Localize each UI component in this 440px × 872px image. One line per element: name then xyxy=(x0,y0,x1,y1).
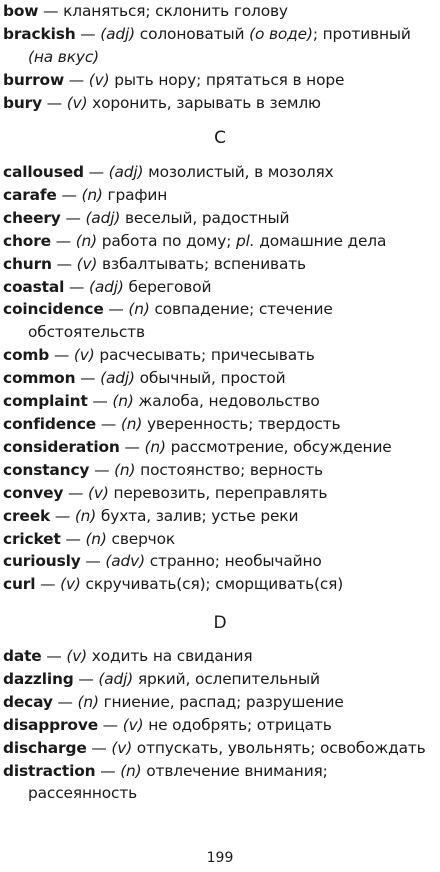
definition: обстоятельств xyxy=(28,323,145,342)
definition: кланяться; склонить голову xyxy=(63,2,288,20)
definition: работа по дому; xyxy=(101,231,236,250)
em-dash: — xyxy=(91,738,107,757)
definition: совпадение; стечение xyxy=(154,300,333,319)
part-of-speech: (v) xyxy=(122,715,144,734)
definition: сверчок xyxy=(111,529,176,548)
headword: constancy xyxy=(3,460,90,479)
headword: distraction xyxy=(3,761,96,780)
headword: consideration xyxy=(3,437,120,456)
part-of-speech: (v) xyxy=(73,346,95,365)
em-dash: — xyxy=(43,2,59,20)
headword: creek xyxy=(3,506,51,525)
entry-date xyxy=(3,645,435,668)
headword: dazzling xyxy=(3,669,74,688)
part-of-speech: (adj) xyxy=(100,369,135,388)
em-dash: — xyxy=(108,300,124,319)
definition: солоноватый xyxy=(139,24,250,43)
section-letter-d: D xyxy=(213,613,227,633)
headword: coastal xyxy=(3,277,65,296)
entry-confidence xyxy=(3,413,435,436)
entry-burrow xyxy=(3,69,435,92)
page-number: 199 xyxy=(206,850,234,866)
entry-creek xyxy=(3,505,435,528)
usage-note: pl. xyxy=(236,231,255,250)
entry-decay xyxy=(3,691,435,714)
part-of-speech: (n) xyxy=(144,437,166,456)
definition: домашние дела xyxy=(254,231,387,250)
headword: calloused xyxy=(3,163,84,181)
entry-churn xyxy=(3,253,435,276)
headword: carafe xyxy=(3,185,57,204)
part-of-speech: (adj) xyxy=(88,277,124,296)
definition: яркий, ослепительный xyxy=(137,669,320,688)
part-of-speech: (v) xyxy=(66,93,88,112)
em-dash: — xyxy=(80,24,96,43)
usage-note: (о воде) xyxy=(249,24,313,43)
definition: бухта, залив; устье реки xyxy=(100,506,299,525)
headword: burrow xyxy=(3,70,65,89)
em-dash: — xyxy=(102,715,119,734)
part-of-speech: (n) xyxy=(74,506,97,525)
em-dash: — xyxy=(94,460,110,479)
entry-coincidence xyxy=(3,298,435,344)
entry-curiously xyxy=(3,550,435,573)
part-of-speech: (n) xyxy=(120,414,143,433)
definition: веселый, радостный xyxy=(124,208,290,227)
em-dash: — xyxy=(61,185,77,204)
part-of-speech: (n) xyxy=(114,460,136,479)
headword: date xyxy=(3,647,42,665)
entry-disapprove xyxy=(3,714,435,737)
definition: жалоба, недовольство xyxy=(138,392,320,411)
definition: уверенность; твердость xyxy=(146,414,341,433)
definition: обычный, простой xyxy=(139,369,286,388)
entry-constancy xyxy=(3,459,435,482)
definition: взбалтывать; вспенивать xyxy=(102,254,306,273)
headword: common xyxy=(3,369,76,388)
entry-bow xyxy=(3,0,435,23)
em-dash: — xyxy=(68,483,84,502)
entry-bury xyxy=(3,92,435,115)
entry-calloused xyxy=(3,161,435,184)
definition: береговой xyxy=(128,277,212,296)
definition: рыть нору; прятаться в норе xyxy=(114,70,345,89)
part-of-speech: (n) xyxy=(128,300,150,319)
em-dash: — xyxy=(92,392,108,411)
entry-cheery xyxy=(3,207,435,230)
em-dash: — xyxy=(55,231,71,250)
entry-dazzling xyxy=(3,668,435,691)
definition: не одобрять; отрицать xyxy=(148,715,332,734)
em-dash: — xyxy=(100,414,117,433)
entry-distraction xyxy=(3,760,435,806)
headword: cricket xyxy=(3,529,61,548)
headword: coincidence xyxy=(3,300,104,319)
headword: chore xyxy=(3,231,51,250)
entry-coastal xyxy=(3,276,435,299)
em-dash: — xyxy=(40,575,56,594)
entries-block-b xyxy=(3,0,435,115)
entries-block-c xyxy=(3,161,435,596)
definition: постоянство; верность xyxy=(140,460,323,479)
headword: complaint xyxy=(3,392,88,411)
headword: discharge xyxy=(3,738,87,757)
part-of-speech: (adj) xyxy=(98,669,134,688)
part-of-speech: (n) xyxy=(112,392,134,411)
em-dash: — xyxy=(68,277,85,296)
entry-complaint xyxy=(3,390,435,413)
definition: скручивать(ся); сморщивать(ся) xyxy=(85,575,344,594)
headword: bury xyxy=(3,93,42,112)
em-dash: — xyxy=(65,208,81,227)
headword: convey xyxy=(3,483,64,502)
em-dash: — xyxy=(54,506,71,525)
part-of-speech: (v) xyxy=(60,575,81,594)
entry-convey xyxy=(3,482,435,505)
entry-chore xyxy=(3,230,435,253)
part-of-speech: (adv) xyxy=(105,552,145,571)
definition: рассмотрение, обсуждение xyxy=(170,437,392,456)
em-dash: — xyxy=(46,647,62,665)
entry-common xyxy=(3,367,435,390)
part-of-speech: (v) xyxy=(76,254,98,273)
entry-brackish xyxy=(3,23,435,69)
em-dash: — xyxy=(53,346,70,365)
headword: disapprove xyxy=(3,715,99,734)
definition: отвлечение внимания; xyxy=(146,761,328,780)
entry-cricket xyxy=(3,528,435,551)
definition: гниение, распад; разрушение xyxy=(103,692,344,711)
definition: отпускать, увольнять; освобождать xyxy=(136,738,426,757)
em-dash: — xyxy=(56,254,72,273)
entry-discharge xyxy=(3,737,435,760)
definition: рассеянность xyxy=(28,784,138,803)
entry-comb xyxy=(3,344,435,367)
part-of-speech: (adj) xyxy=(85,208,121,227)
usage-note: (на вкус) xyxy=(28,47,99,66)
headword: bow xyxy=(3,2,39,20)
entry-carafe xyxy=(3,184,435,207)
part-of-speech: (n) xyxy=(77,692,99,711)
part-of-speech: (v) xyxy=(111,738,133,757)
definition: перевозить, переправлять xyxy=(113,483,328,502)
definition: графин xyxy=(107,185,168,204)
definition: мозолистый, в мозолях xyxy=(148,163,334,181)
definition: расчесывать; причесывать xyxy=(99,346,315,365)
headword: comb xyxy=(3,346,50,365)
em-dash: — xyxy=(65,529,81,548)
em-dash: — xyxy=(57,692,73,711)
definition: хоронить, зарывать в землю xyxy=(92,93,321,112)
part-of-speech: (n) xyxy=(81,185,103,204)
section-letter-c: C xyxy=(214,128,226,148)
entry-curl xyxy=(3,573,435,596)
headword: curiously xyxy=(3,552,81,571)
part-of-speech: (v) xyxy=(88,70,110,89)
headword: brackish xyxy=(3,24,76,43)
part-of-speech: (v) xyxy=(88,483,109,502)
em-dash: — xyxy=(80,369,96,388)
headword: churn xyxy=(3,254,52,273)
definition: странно; необычайно xyxy=(149,552,322,571)
em-dash: — xyxy=(88,163,104,181)
headword: decay xyxy=(3,692,53,711)
em-dash: — xyxy=(46,93,62,112)
part-of-speech: (n) xyxy=(75,231,98,250)
em-dash: — xyxy=(124,437,140,456)
headword: confidence xyxy=(3,414,97,433)
entries-block-d xyxy=(3,645,435,805)
part-of-speech: (adj) xyxy=(108,163,144,181)
em-dash: — xyxy=(100,761,116,780)
headword: curl xyxy=(3,575,36,594)
em-dash: — xyxy=(85,552,101,571)
entry-consideration xyxy=(3,436,435,459)
part-of-speech: (v) xyxy=(66,647,88,665)
headword: cheery xyxy=(3,208,61,227)
definition-continuation xyxy=(3,321,435,344)
part-of-speech: (n) xyxy=(85,529,107,548)
definition-continuation xyxy=(3,782,435,805)
em-dash: — xyxy=(78,669,94,688)
part-of-speech: (n) xyxy=(120,761,142,780)
definition: ; противный xyxy=(312,24,411,43)
definition-continuation xyxy=(3,46,435,69)
definition: ходить на свидания xyxy=(91,647,253,665)
part-of-speech: (adj) xyxy=(100,24,136,43)
em-dash: — xyxy=(68,70,85,89)
